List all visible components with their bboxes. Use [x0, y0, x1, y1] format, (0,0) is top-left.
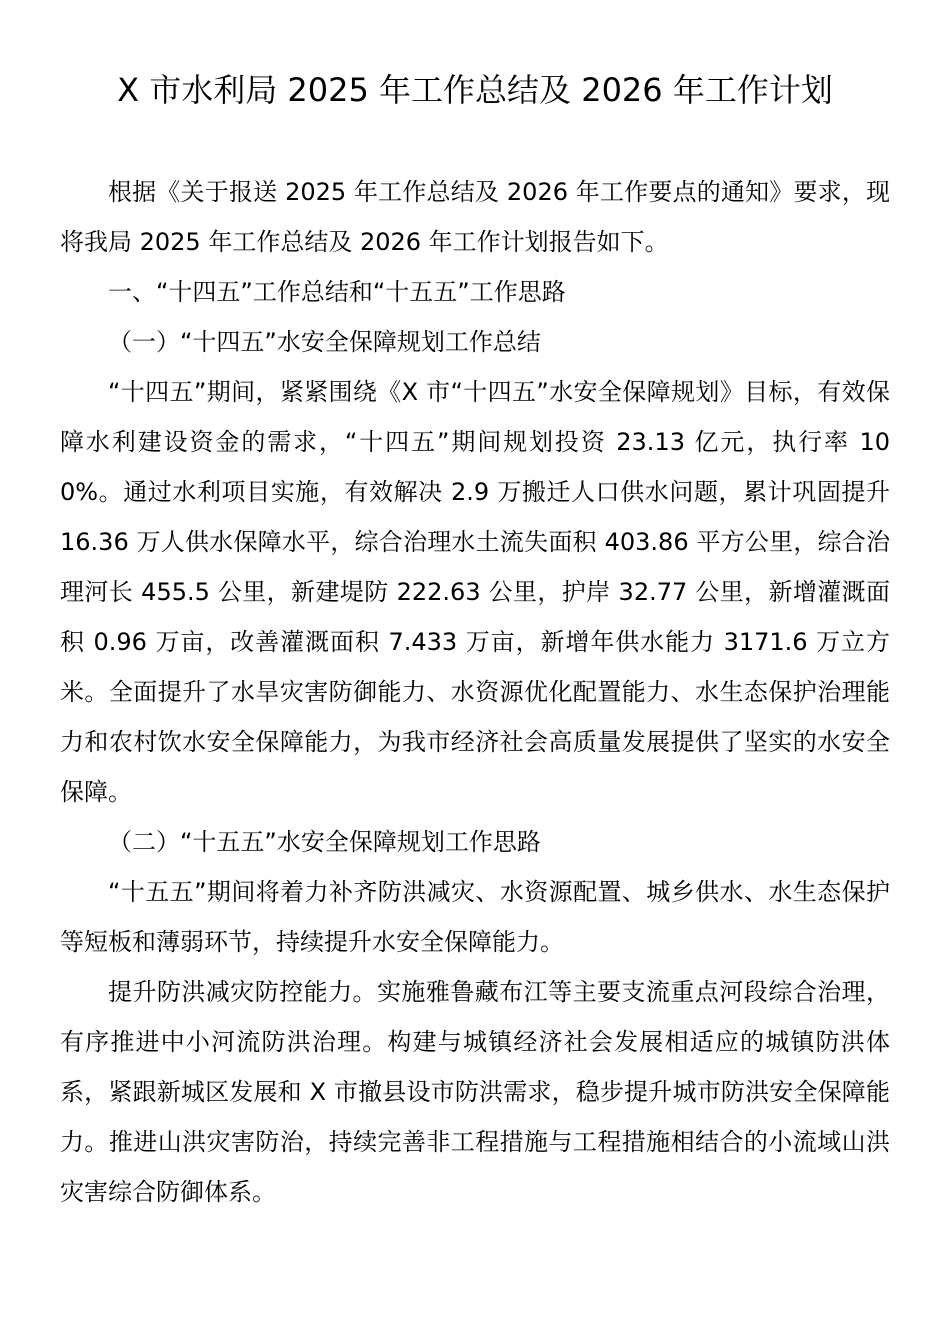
subsection-heading-1: （一）“十四五”水安全保障规划工作总结 [108, 328, 541, 356]
document-title: X 市水利局 2025 年工作总结及 2026 年工作计划 [117, 71, 833, 109]
subsection-heading-2: （二）“十五五”水安全保障规划工作思路 [108, 828, 541, 856]
document-body [60, 167, 890, 1217]
flood-control-paragraph: 提升防洪减灾防控能力。实施雅鲁藏布江等主要支流重点河段综合治理，有序推进中小河流防洪治理。构建与城镇经济社会发展相适应的城镇防洪体系，紧跟新城区发展和 X 市撤县设市防洪需求，稳步提升城市防洪安全保障能力。推进山洪灾害防治，持续完善非工程措施与工程措施相结合的小流域山洪灾害综合防御体系。 [60, 978, 890, 1206]
plan-intro-paragraph: “十五五”期间将着力补齐防洪减灾、水资源配置、城乡供水、水生态保护等短板和薄弱环节，持续提升水安全保障能力。 [60, 878, 890, 956]
section-heading-1: 一、“十四五”工作总结和“十五五”工作思路 [108, 278, 566, 306]
intro-paragraph: 根据《关于报送 2025 年工作总结及 2026 年工作要点的通知》要求，现将我局 2025 年工作总结及 2026 年工作计划报告如下。 [60, 178, 890, 256]
summary-paragraph: “十四五”期间，紧紧围绕《X 市“十四五”水安全保障规划》目标，有效保障水利建设资金的需求，“十四五”期间规划投资 23.13 亿元，执行率 100%。通过水利项目实施，有效解决 2.9 万搬迁人口供水问题，累计巩固提升 16.36 万人供水保障水平，综合治理水土流失面积 403.86 平方公里，综合治理河长 455.5 公里，新建堤防 222.63 公里，护岸 32.77 公里，新增灌溉面积 0.96 万亩，改善灌溉面积 7.433 万亩，新增年供水能力 3171.6 万立方米。全面提升了水旱灾害防御能力、水资源优化配置能力、水生态保护治理能力和农村饮水安全保障能力，为我市经济社会高质量发展提供了坚实的水安全保障。 [60, 378, 890, 806]
